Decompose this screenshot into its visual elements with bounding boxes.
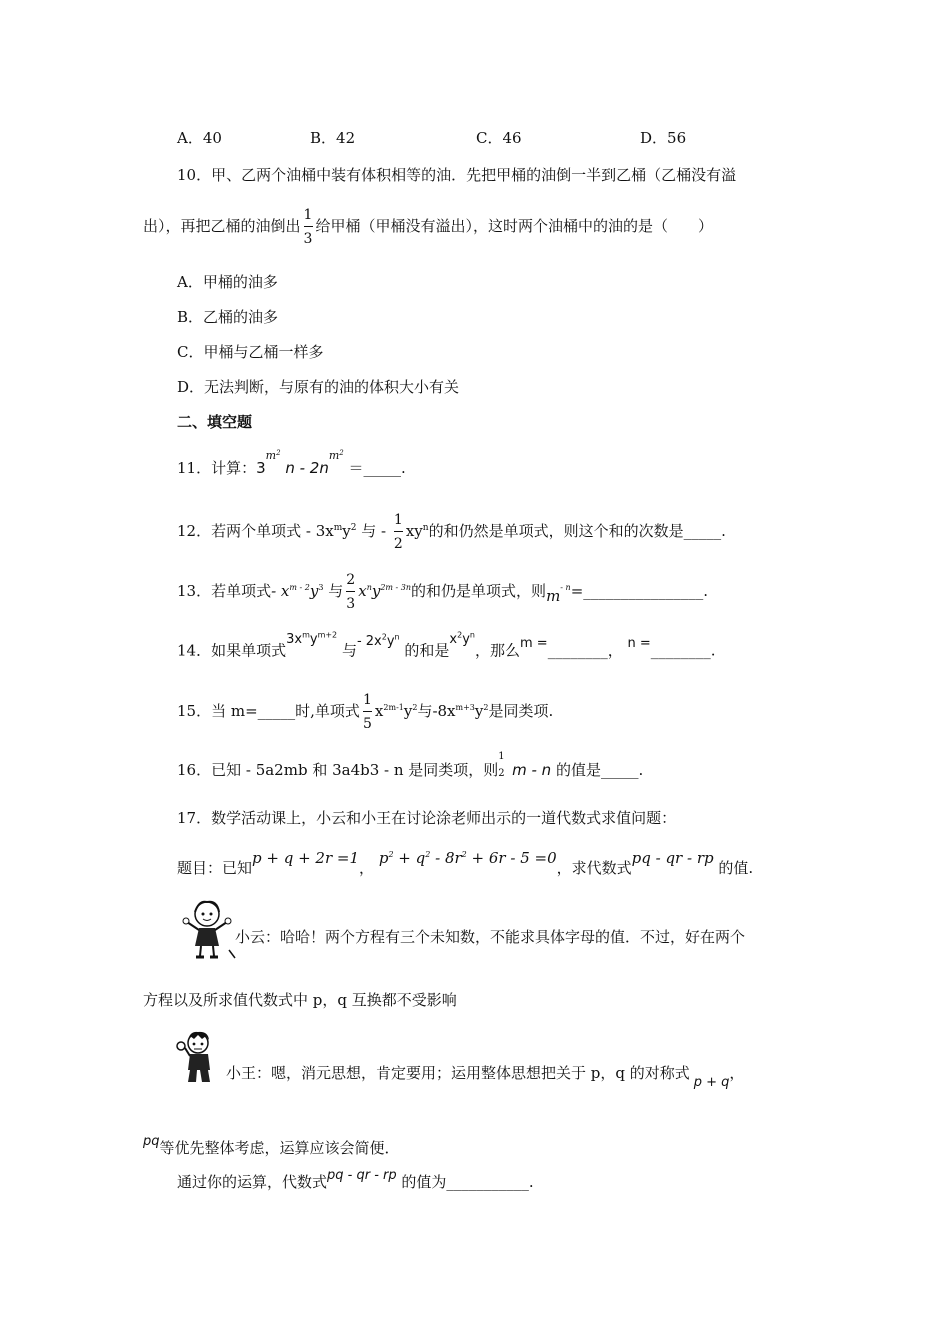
q14-term1: [286, 632, 337, 647]
q15-frac-den: 5: [362, 716, 372, 732]
q15-mid: 与-8x: [417, 702, 456, 720]
q13-s5: 2m - 3n: [380, 583, 412, 592]
q15-s3: m+3: [455, 703, 475, 712]
q17-eq1: p + q + 2r =1: [252, 849, 360, 867]
section-title: 二、填空题: [177, 413, 253, 431]
q15-fraction: [362, 692, 373, 732]
q14-end: .: [710, 641, 716, 660]
q13-post: =________________.: [570, 582, 709, 600]
q17-cond-post: 的值.: [718, 859, 754, 877]
xiaowang-line2-text: 等优先整体考虑，运算应该会简便．: [159, 1139, 400, 1157]
q12-mid1: y: [342, 522, 351, 540]
q13-m3: 与: [323, 582, 344, 600]
q15-s2: 2: [412, 703, 418, 712]
q17-eq2-a: p: [378, 849, 389, 867]
q14-t2: - 2x: [356, 634, 382, 650]
q16-post: 的值是_____.: [555, 761, 644, 779]
q15-frac-num: 1: [362, 692, 372, 708]
q13-m2: y: [309, 582, 319, 600]
q14-n-label: n =: [627, 636, 651, 652]
q12-mid2: 与 -: [356, 522, 391, 540]
q13-m1: - x: [271, 582, 290, 600]
q17-cond-pre: 题目：已知: [177, 859, 253, 877]
xiaowang-cartoon-icon: [176, 1030, 216, 1084]
q11-sup-a2: 2: [276, 449, 281, 457]
q15-s4: 2: [483, 703, 489, 712]
option-a: A．40: [177, 129, 222, 147]
q11-sup-a: m: [265, 449, 277, 462]
q14-term3: [449, 632, 475, 647]
q15-m2: y: [403, 702, 413, 720]
q13-frac-num: 2: [346, 572, 356, 588]
q13-s4: n: [366, 583, 372, 592]
q17-eq2-s1: 2: [388, 850, 394, 859]
q10-frac-den: 3: [303, 231, 313, 247]
q14-t3s2: n: [469, 631, 475, 640]
q11-sup-b2: 2: [339, 449, 344, 457]
q15-m1: x: [374, 702, 384, 720]
q16-fraction: [498, 751, 507, 781]
q13-frac-den: 3: [346, 596, 356, 612]
q14: [177, 631, 716, 662]
q17-eq2-b: + q: [393, 849, 426, 867]
q12-pre: 12．若两个单项式 - 3x: [177, 522, 334, 540]
q12-frac-den: 2: [393, 536, 403, 552]
q12-frac-num: 1: [393, 512, 403, 528]
q17-condition: [177, 849, 754, 878]
q16-frac-num: 1: [498, 751, 505, 762]
q13-m4: x: [358, 582, 367, 600]
q17-expr: pq - qr - rp: [631, 849, 714, 867]
q10-frac-num: 1: [303, 207, 313, 223]
q17-eq2-c: - 8r: [430, 849, 462, 867]
q10-line1: 10．甲、乙两个油桶中装有体积相等的油．先把甲桶的油倒一半到乙桶（乙桶没有溢: [177, 166, 737, 184]
q12-sup2: 2: [350, 523, 357, 533]
xiaoyun-line2: 方程以及所求值代数式中 p，q 互换都不受影响: [143, 991, 457, 1009]
q10-fraction: [303, 207, 314, 247]
q12-sup1: m: [333, 523, 343, 533]
q10-option-c: C．甲桶与乙桶一样多: [177, 343, 324, 361]
q17-eq2-s2: 2: [425, 850, 431, 859]
q11: [177, 449, 406, 481]
q15-pre: 15．当 m=_____时,单项式: [177, 702, 360, 720]
xiaoyun-cartoon-icon: [179, 898, 237, 960]
q16-frac-den: 2: [498, 768, 505, 779]
q14-t1: 3x: [286, 632, 303, 648]
q14-t2s2: n: [394, 633, 400, 642]
final-pre: 通过你的运算，代数式: [177, 1173, 328, 1191]
xiaowang-comma: ，: [729, 1064, 745, 1082]
q14-t1b: y: [309, 632, 318, 648]
q17-eq2-d: + 6r - 5 =0: [466, 849, 557, 867]
q16-expr: m - n: [512, 761, 552, 779]
q13-mid: 的和仍是单项式，则: [411, 582, 547, 600]
xiaowang-line2-expr: pq: [143, 1134, 160, 1149]
q14-sep: ，: [607, 641, 623, 660]
q13-s1: m - 2: [289, 583, 310, 592]
option-d: D．56: [640, 129, 687, 147]
q11-expr-b: n - 2n: [285, 459, 329, 477]
q17-sep: ，: [359, 859, 375, 877]
q11-pre: 11．计算：: [177, 459, 257, 477]
q10-option-d: D．无法判断，与原有的油的体积大小有关: [177, 378, 460, 396]
q12-post: 的和仍然是单项式，则这个和的次数是_____.: [428, 522, 726, 540]
q13-m6: m: [546, 587, 561, 605]
q15-s1: 2m-1: [383, 703, 404, 712]
q14-t3: x: [449, 632, 458, 648]
q13-fraction: [345, 572, 356, 612]
q13-m5: y: [371, 582, 381, 600]
xiaoyun-line1: 小云：哈哈！两个方程有三个未知数，不能求具体字母的值．不过，好在两个: [235, 928, 746, 946]
q17-line1: 17．数学活动课上，小云和小王在讨论涂老师出示的一道代数式求值问题：: [177, 809, 677, 827]
q14-pre: 14．如果单项式: [177, 641, 287, 660]
final-post: 的值为___________.: [401, 1173, 534, 1191]
q14-mid1: 与: [341, 641, 357, 660]
q15-m3: y: [474, 702, 484, 720]
xiaowang-line1: [226, 1063, 745, 1090]
xiaowang-expr: p + q: [693, 1075, 730, 1090]
q14-t2b: y: [386, 634, 395, 650]
q11-expr-a: 3: [256, 459, 266, 477]
q10-line2: [143, 206, 713, 247]
q13-s2: 3: [318, 583, 324, 592]
q14-m-label: m =: [520, 636, 548, 652]
option-c: C．46: [476, 129, 522, 147]
q16: [177, 751, 644, 781]
q10-line2-pre: 出），再把乙桶的油倒出: [143, 217, 301, 235]
q17-eq2-s3: 2: [461, 850, 467, 859]
q17-cond-mid: ，求代数式: [556, 859, 632, 877]
q12-fraction: [393, 512, 404, 552]
q10-option-b: B．乙桶的油多: [177, 308, 279, 326]
q14-t2s1: 2: [381, 633, 387, 642]
xiaowang-line2: [143, 1134, 400, 1160]
q15: [177, 688, 553, 732]
q14-t1s1: m: [302, 631, 310, 640]
q17-eq2: [379, 849, 557, 867]
q15-post: 是同类项.: [488, 702, 554, 720]
q14-term2: [357, 634, 400, 649]
q11-post: ＝_____.: [348, 459, 406, 477]
q14-blank2: ________: [650, 641, 711, 660]
q13: [177, 568, 708, 612]
q13-s6: - n: [560, 583, 571, 592]
q12-sup3: n: [422, 523, 429, 533]
q10-line2-post: 给甲桶（甲桶没有溢出），这时两个油桶中的油的是（ ）: [315, 217, 714, 235]
q10-option-a: A．甲桶的油多: [177, 273, 278, 291]
final-expr: pq - qr - rp: [327, 1168, 397, 1183]
q14-t3b: y: [462, 632, 470, 648]
q14-blank1: ________: [547, 641, 608, 660]
q14-mid3: ，那么: [475, 641, 521, 660]
q13-pre: 13．若单项式: [177, 582, 272, 600]
xiaowang-line1-text: 小王：嗯，消元思想，肯定要用；运用整体思想把关于 p，q 的对称式: [226, 1064, 690, 1082]
final-question: [177, 1168, 534, 1194]
q11-sup-b: m: [328, 449, 340, 462]
option-b: B．42: [310, 129, 356, 147]
q12-mid3: xy: [405, 522, 423, 540]
q14-t1s2: m+2: [317, 631, 338, 640]
q16-pre: 16．已知 - 5a2mb 和 3a4b3 - n 是同类项，则: [177, 761, 499, 779]
q14-mid2: 的和是: [404, 641, 450, 660]
q14-t3s1: 2: [457, 631, 463, 640]
q12: [177, 508, 726, 552]
